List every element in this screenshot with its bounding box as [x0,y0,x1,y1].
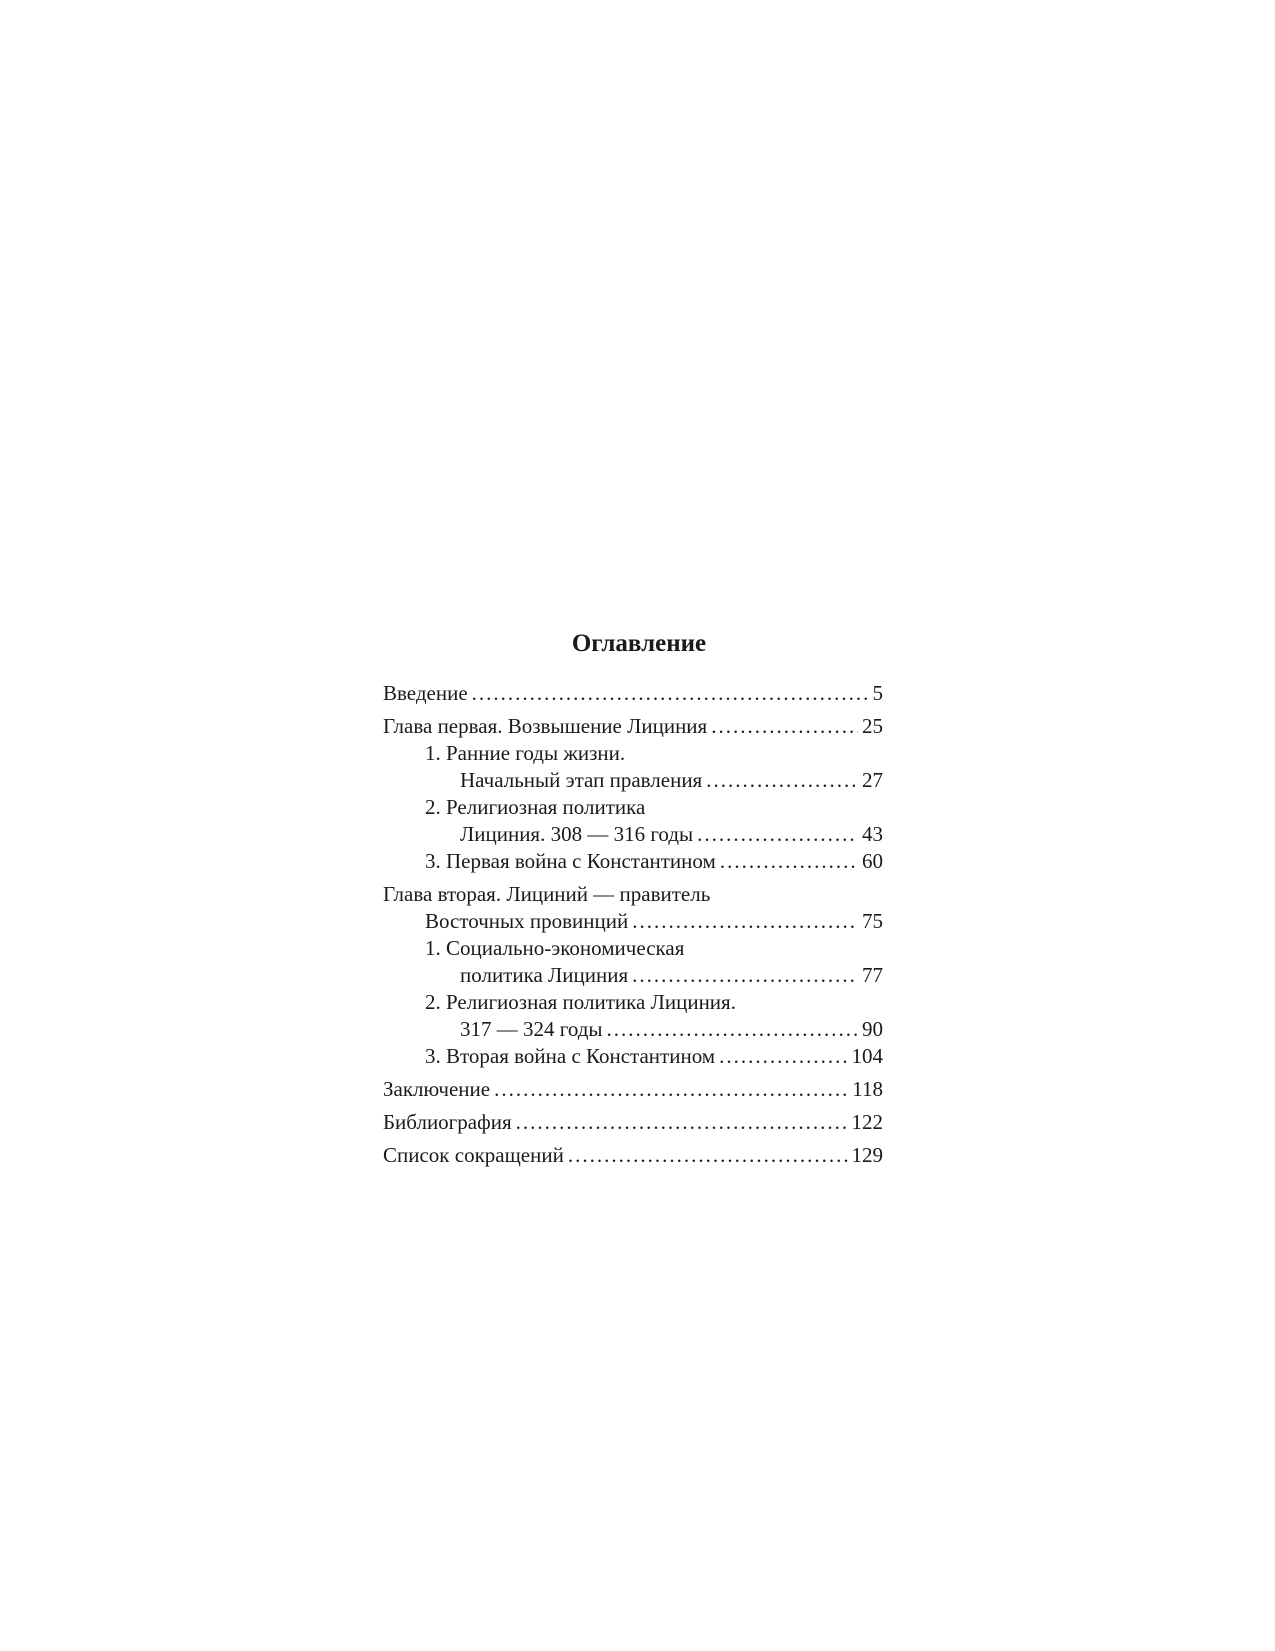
toc-page-number: 104 [851,1044,883,1068]
toc-entry-title: 1. Ранние годы жизни. [425,741,626,765]
toc-entry-section-2-2[interactable] [383,989,883,1043]
toc-entry-title: Глава первая. Возвышение Лициния [383,714,708,738]
toc-page-number: 27 [862,768,883,792]
toc-page-number: 60 [862,849,883,873]
toc-entry-title: 3. Первая война с Константином [425,849,716,873]
toc-line [383,1016,883,1043]
toc-page-number: 122 [851,1110,883,1134]
toc-entry-title: Библиография [383,1110,512,1134]
toc-entry-title-cont: Начальный этап правления [460,768,703,792]
toc-page-number: 77 [862,963,883,987]
toc-entry-title: Заключение [383,1077,491,1101]
toc-page-number: 25 [862,714,883,738]
toc-page-number: 43 [862,822,883,846]
dot-leader [720,848,858,875]
dot-leader [568,1142,848,1169]
toc-line [383,908,883,935]
toc-entry-section-1-2[interactable] [383,794,883,848]
toc-line [383,1142,883,1169]
toc-entry-title-cont: 317 — 324 годы [460,1017,603,1041]
dot-leader [632,908,858,935]
toc-entry-title: Список сокращений [383,1143,564,1167]
toc-entry-title: 3. Вторая война с Константином [425,1044,716,1068]
toc-page-number: 90 [862,1017,883,1041]
toc-line [383,767,883,794]
dot-leader [711,713,858,740]
dot-leader [472,680,869,707]
toc-entry-title-cont: Восточных провинций [425,909,629,933]
dot-leader [706,767,858,794]
toc-title: Оглавление [571,630,707,657]
table-of-contents [383,628,883,1169]
toc-entry-chapter-2[interactable] [383,881,883,935]
toc-page-number: 75 [862,909,883,933]
toc-entry-title-cont: политика Лициния [460,963,629,987]
toc-entry-title: 1. Социально-экономическая [425,936,685,960]
toc-page-number: 5 [872,681,883,705]
toc-line [383,1043,883,1070]
toc-entry-title: 2. Религиозная политика Лициния. [425,990,736,1014]
toc-line [383,713,883,740]
toc-entry-bibliography[interactable] [383,1109,883,1136]
dot-leader [697,821,858,848]
dot-leader [607,1016,858,1043]
dot-leader [632,962,858,989]
toc-entry-title: Введение [383,681,468,705]
dot-leader [494,1076,848,1103]
toc-entry-abbreviations[interactable] [383,1142,883,1169]
toc-page-number: 118 [852,1077,883,1101]
toc-entry-chapter-1[interactable] [383,713,883,740]
toc-entry-introduction[interactable] [383,680,883,707]
dot-leader [516,1109,848,1136]
dot-leader [719,1043,847,1070]
toc-entry-title: 2. Религиозная политика [425,795,646,819]
toc-line [383,1109,883,1136]
toc-entry-title: Глава вторая. Лициний — правитель [383,882,711,906]
toc-line [383,848,883,875]
toc-line [383,821,883,848]
toc-line [383,1076,883,1103]
toc-entry-section-1-1[interactable] [383,740,883,794]
toc-entry-conclusion[interactable] [383,1076,883,1103]
toc-line [383,962,883,989]
toc-entry-section-1-3[interactable] [383,848,883,875]
toc-entry-section-2-3[interactable] [383,1043,883,1070]
toc-page-number: 129 [851,1143,883,1167]
toc-entry-title-cont: Лициния. 308 — 316 годы [460,822,694,846]
toc-entry-section-2-1[interactable] [383,935,883,989]
toc-line [383,680,883,707]
